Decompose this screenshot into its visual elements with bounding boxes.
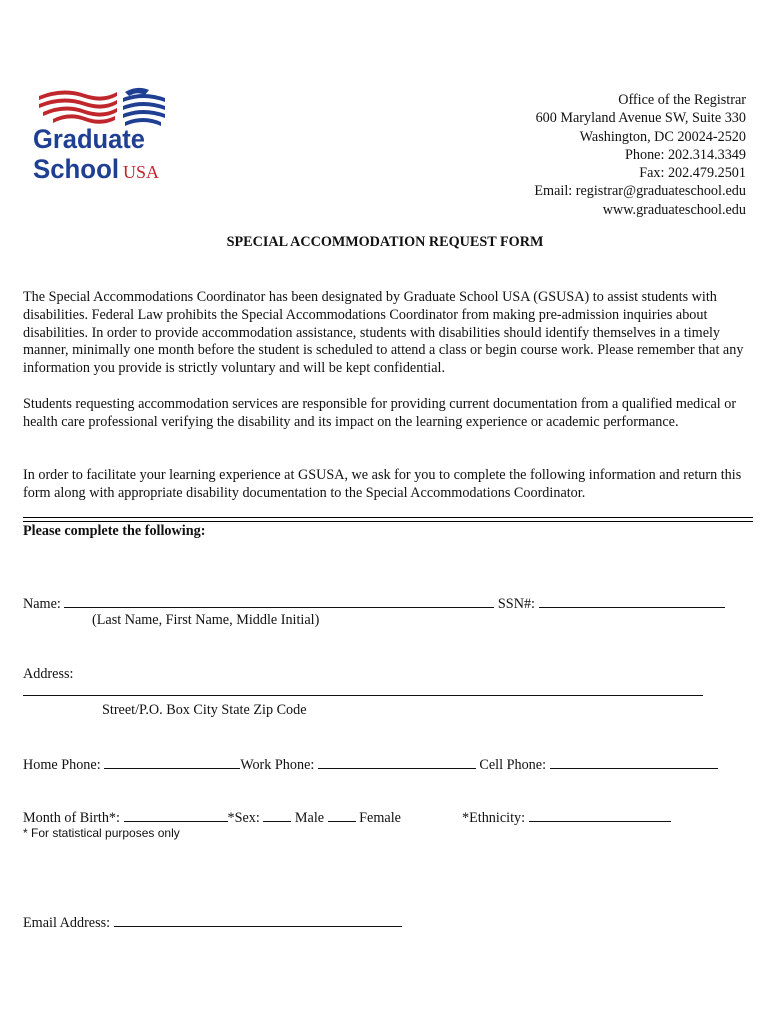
section-heading: Please complete the following: xyxy=(23,523,206,539)
address-label: Address: xyxy=(23,666,74,682)
fax-number: Fax: 202.479.2501 xyxy=(639,165,746,182)
birth-month-label: Month of Birth*: xyxy=(23,810,120,826)
section-divider xyxy=(23,517,753,518)
email-row xyxy=(23,913,402,932)
instructions-paragraph: In order to facilitate your learning experience at GSUSA, we ask for you to complete the following information and return this form along with appropriate disability documentation to the Special Accommodations Coordinator. xyxy=(23,467,742,501)
home-phone-label: Home Phone: xyxy=(23,757,101,773)
sex-label: *Sex: xyxy=(227,810,260,826)
ssn-field[interactable] xyxy=(539,594,725,608)
phone-number: Phone: 202.314.3349 xyxy=(625,146,746,163)
office-name: Office of the Registrar xyxy=(618,92,746,108)
cell-phone-label: Cell Phone: xyxy=(479,757,547,773)
name-field[interactable] xyxy=(64,594,494,608)
documentation-paragraph: Students requesting accommodation services are responsible for providing current documentation from a qualified medical or health care professional verifying the disability and its impact on the learning experience or academic performance. xyxy=(23,396,737,430)
male-checkbox[interactable] xyxy=(263,808,291,822)
email-field[interactable] xyxy=(114,913,402,927)
svg-text:School: School xyxy=(33,154,119,184)
ssn-label: SSN#: xyxy=(497,596,535,612)
cell-phone-field[interactable] xyxy=(550,755,718,769)
female-label: Female xyxy=(359,810,401,826)
svg-text:Graduate: Graduate xyxy=(33,124,145,154)
email-label: Email Address: xyxy=(23,915,111,931)
birth-month-field[interactable] xyxy=(124,808,228,822)
section-divider xyxy=(23,521,753,522)
street-address: 600 Maryland Avenue SW, Suite 330 xyxy=(535,110,746,127)
graduate-school-usa-logo xyxy=(33,86,173,186)
website-link[interactable]: www.graduateschool.edu xyxy=(602,201,746,218)
ethnicity-group xyxy=(462,808,671,827)
city-state-zip: Washington, DC 20024-2520 xyxy=(579,128,746,145)
home-phone-field[interactable] xyxy=(104,755,240,769)
address-hint: Street/P.O. Box City State Zip Code xyxy=(102,702,307,718)
address-field[interactable] xyxy=(23,682,703,696)
female-checkbox[interactable] xyxy=(328,808,356,822)
svg-text:USA: USA xyxy=(123,162,160,182)
address-row xyxy=(23,682,703,701)
demographics-row xyxy=(23,808,401,827)
registrar-contact-block xyxy=(426,91,746,219)
email-address-link[interactable]: Email: registrar@graduateschool.edu xyxy=(534,183,746,200)
name-label: Name: xyxy=(23,596,61,612)
male-label: Male xyxy=(294,810,325,826)
ethnicity-label: *Ethnicity: xyxy=(462,810,526,826)
name-ssn-row xyxy=(23,594,725,613)
statistical-footnote: * For statistical purposes only xyxy=(23,826,180,840)
work-phone-field[interactable] xyxy=(318,755,476,769)
phone-row xyxy=(23,755,718,774)
form-title: SPECIAL ACCOMMODATION REQUEST FORM xyxy=(226,234,544,250)
ethnicity-field[interactable] xyxy=(529,808,671,822)
intro-paragraph: The Special Accommodations Coordinator has been designated by Graduate School USA (GSUSA) to assist students with disabilities. Federal Law prohibits the Special Accommodations Coordinator from making pre-admission inquiries about disabilities. In order to provide accommodation assistance, students with disabilities should identify themselves in a timely manner, minimally one month before the student is scheduled to attend a class or begin course work. Please remember that any information you provide is strictly voluntary and will be kept confidential. xyxy=(23,289,744,377)
name-hint: (Last Name, First Name, Middle Initial) xyxy=(92,612,320,628)
work-phone-label: Work Phone: xyxy=(240,757,315,773)
